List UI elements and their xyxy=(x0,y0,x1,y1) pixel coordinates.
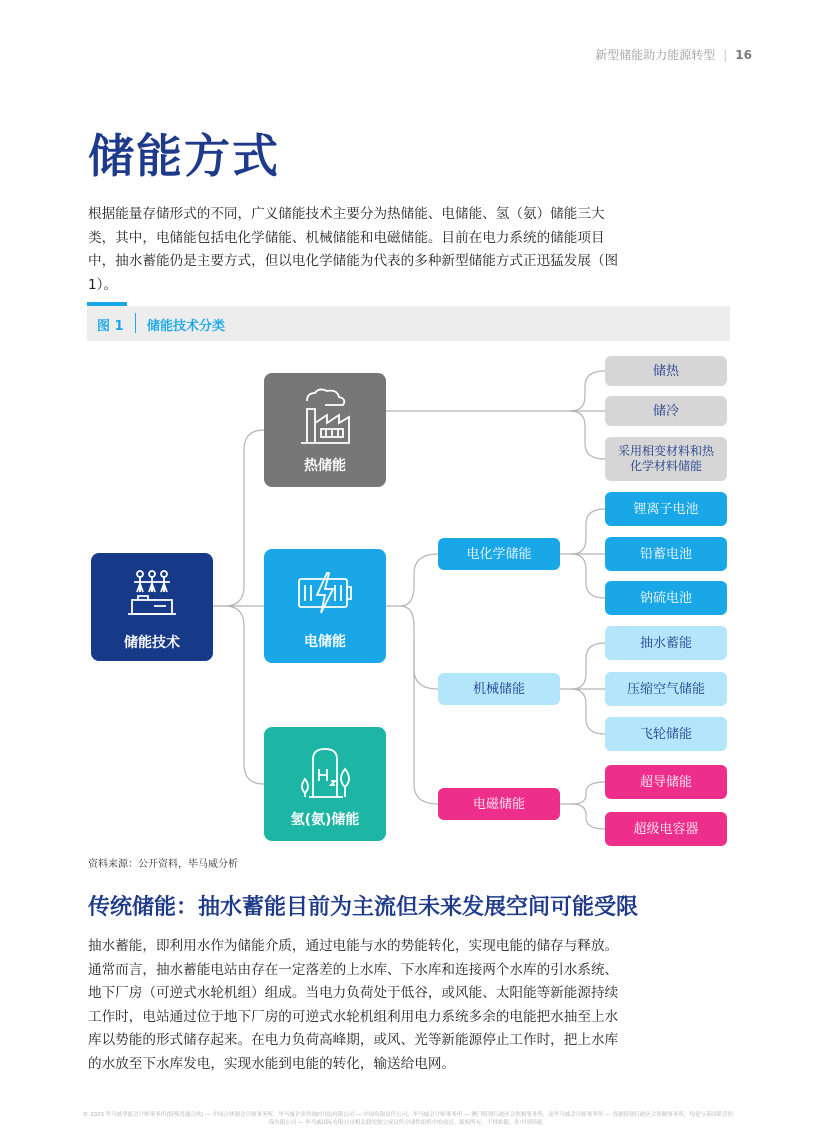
figure-title: 储能技术分类 xyxy=(147,319,226,334)
intro-paragraph: 根据能量存储形式的不同，广义储能技术主要分为热储能、电储能、氢（氨）储能三大类，其中，电储能包括电化学储能、机械储能和电磁储能。目前在电力系统的储能项目中，抽水蓄能仍是主要方式，但以电化学储能为代表的多种新型储能方式正迅猛发展（图 1）。 xyxy=(88,206,619,293)
leaf-heat-storage: 储热 xyxy=(605,356,727,386)
connector-chem-li xyxy=(560,509,605,554)
report-title: 新型储能助力能源转型 xyxy=(595,48,716,62)
sub-electrochemical-storage: 电化学储能 xyxy=(438,538,560,570)
section-heading xyxy=(88,893,638,923)
factory-icon xyxy=(293,385,357,449)
connector-thermal-heat xyxy=(386,371,605,411)
connector-root-thermal xyxy=(213,430,264,606)
node-electric-storage xyxy=(264,549,386,663)
figure-number: 图 1 xyxy=(97,319,124,334)
connector-em-sc xyxy=(560,782,605,804)
sub-electromagnetic-storage: 电磁储能 xyxy=(438,788,560,820)
electric-label: 电储能 xyxy=(304,634,346,650)
section-heading-rest: 抽水蓄能目前为主流但未来发展空间可能受限 xyxy=(198,895,639,920)
section-heading-bold: 传统储能： xyxy=(88,895,199,920)
leaf-compressed-air: 压缩空气储能 xyxy=(605,672,727,706)
root-node-storage-technology xyxy=(91,553,213,661)
page-title: 储能方式 xyxy=(88,129,280,183)
connector-electric-mech xyxy=(400,606,438,689)
page-number: 16 xyxy=(735,48,752,62)
thermal-label: 热储能 xyxy=(304,458,346,474)
connector-mech-pumped xyxy=(560,643,605,689)
leaf-supercapacitor: 超级电容器 xyxy=(605,812,727,846)
leaf-pumped-hydro: 抽水蓄能 xyxy=(605,626,727,660)
connector-electric-em xyxy=(414,640,438,804)
root-node-label: 储能技术 xyxy=(124,635,180,651)
node-hydrogen-storage xyxy=(264,727,386,841)
figure-source: 资料来源：公开资料，毕马威分析 xyxy=(88,859,238,870)
leaf-lithium-ion-battery: 锂离子电池 xyxy=(605,492,727,526)
connector-thermal-phase xyxy=(570,411,605,459)
leaf-sodium-sulfur-battery: 钠硫电池 xyxy=(605,581,727,615)
footer-copyright: © 2023 毕马威华振会计师事务所(特殊普通合伙) — 中国合伙制会计师事务所，毕马威企业咨询(中国)有限公司 — 中国有限责任公司，毕马威会计师事务所 — 澳门特别行政区合伙制事务所，及毕马威会计师事务所 — 香港特别行政区合伙制事务所，均是与英国私营担保有限公司 — 毕马威国际有限公司相关联的独立成员所全球性组织中的成员。版权所有，不得转载。在中国印刷。 xyxy=(82,1112,734,1126)
node-thermal-storage xyxy=(264,373,386,487)
connector-root-hydrogen xyxy=(225,606,264,784)
leaf-lead-acid-battery: 铅蓄电池 xyxy=(605,537,727,571)
power-grid-icon xyxy=(120,562,184,626)
hydrogen-label: 氢(氨)储能 xyxy=(290,812,360,828)
connector-electric-chem xyxy=(386,554,438,606)
connector-mech-flywheel xyxy=(572,689,605,734)
hydrogen-tank-icon xyxy=(293,739,357,803)
leaf-cold-storage: 储冷 xyxy=(605,396,727,426)
connector-chem-nas xyxy=(572,554,605,598)
header-divider: | xyxy=(723,48,728,62)
leaf-phase-change-storage: 采用相变材料和热化学材料储能 xyxy=(605,437,727,481)
leaf-superconducting: 超导储能 xyxy=(605,765,727,799)
leaf-flywheel: 飞轮储能 xyxy=(605,717,727,751)
sub-mechanical-storage: 机械储能 xyxy=(438,673,560,705)
connector-em-cap xyxy=(572,804,605,829)
battery-lightning-icon xyxy=(293,561,357,625)
section-paragraph: 抽水蓄能，即利用水作为储能介质，通过电能与水的势能转化，实现电能的储存与释放。通常而言，抽水蓄能电站由存在一定落差的上水库、下水库和连接两个水库的引水系统、地下厂房（可逆式水轮机组）组成。当电力负荷处于低谷，或风能、太阳能等新能源持续工作时，电站通过位于地下厂房的可逆式水轮机组利用电力系统多余的电能把水抽至上水库以势能的形式储存起来。在电力负荷高峰期，或风、光等新能源停止工作时，把上水库的水放至下水库发电，实现水能到电能的转化，输送给电网。 xyxy=(88,938,619,1072)
